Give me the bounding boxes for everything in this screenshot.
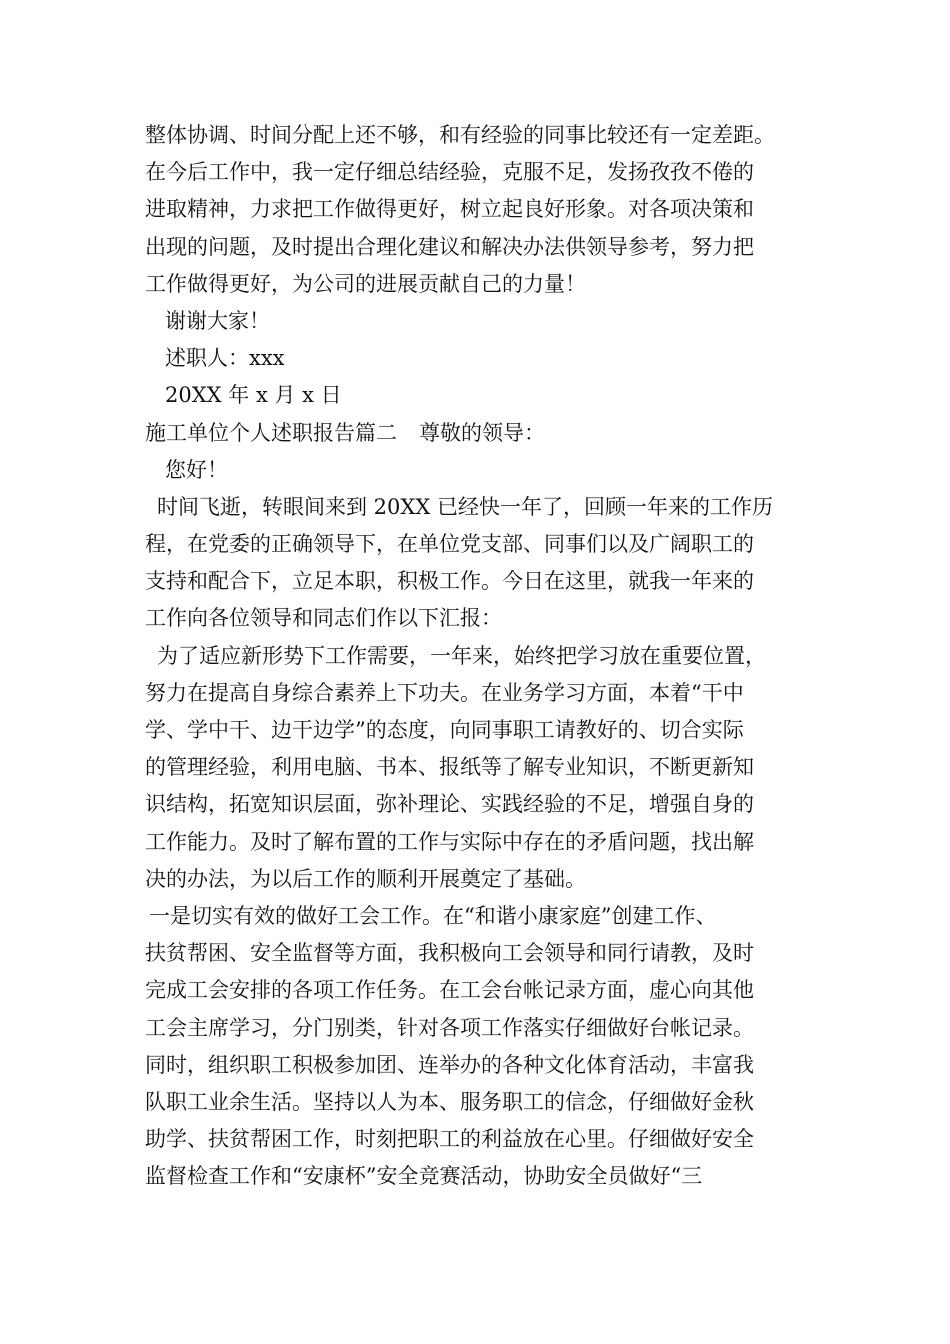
body-text-line: 监督检查工作和“安康杯”安全竞赛活动，协助安全员做好“三 <box>145 1164 703 1189</box>
signature-line: 述职人：xxx <box>165 346 285 371</box>
body-text-line: 的管理经验，利用电脑、书本、报纸等了解专业知识，不断更新知 <box>145 755 754 780</box>
body-text-line: 工作向各位领导和同志们作以下汇报： <box>145 606 502 631</box>
section-title: 施工单位个人述职报告篇二 <box>145 420 397 445</box>
body-text-line: 时间飞逝，转眼间来到 20XX 已经快一年了，回顾一年来的工作历 <box>157 494 773 519</box>
body-text-line: 工会主席学习，分门别类，针对各项工作落实仔细做好台帐记录。 <box>145 1015 754 1040</box>
body-text-line: 在今后工作中，我一定仔细总结经验，克服不足，发扬孜孜不倦的 <box>145 160 754 185</box>
body-text-line: 工作做得更好，为公司的进展贡献自己的力量！ <box>145 271 586 296</box>
document-page <box>145 117 815 1195</box>
body-text-line: 完成工会安排的各项工作任务。在工会台帐记录方面，虚心向其他 <box>145 978 754 1003</box>
body-text-line: 工作能力。及时了解布置的工作与实际中存在的矛盾问题，找出解 <box>145 829 754 854</box>
body-text-line: 助学、扶贫帮困工作，时刻把职工的利益放在心里。仔细做好安全 <box>145 1127 754 1152</box>
body-text-line: 决的办法，为以后工作的顺利开展奠定了基础。 <box>145 866 586 891</box>
body-text-line: 学、学中干、边干边学”的态度，向同事职工请教好的、切合实际 <box>145 718 744 742</box>
body-text-line: 进取精神，力求把工作做得更好，树立起良好形象。对各项决策和 <box>145 197 754 222</box>
greeting: 您好！ <box>165 457 228 482</box>
body-text-line: 队职工业余生活。坚持以人为本、服务职工的信念，仔细做好金秋 <box>145 1089 754 1114</box>
body-text-line: 出现的问题，及时提出合理化建议和解决办法供领导参考，努力把 <box>145 234 754 259</box>
body-text-line: 扶贫帮困、安全监督等方面，我积极向工会领导和同行请教，及时 <box>145 941 754 966</box>
body-text-line: 努力在提高自身综合素养上下功夫。在业务学习方面，本着“干中 <box>145 680 744 705</box>
body-text-line: 同时，组织职工积极参加团、连举办的各种文化体育活动，丰富我 <box>145 1052 754 1077</box>
date-line: 20XX 年 x 月 x 日 <box>165 383 342 408</box>
body-text-line: 支持和配合下，立足本职，积极工作。今日在这里，就我一年来的 <box>145 569 754 594</box>
salutation: 尊敬的领导： <box>419 420 545 445</box>
closing-thanks: 谢谢大家！ <box>165 308 270 333</box>
body-text-line: 为了适应新形势下工作需要，一年来，始终把学习放在重要位置， <box>157 643 766 668</box>
body-text-line: 一是切实有效的做好工会工作。在“和谐小康家庭”创建工作、 <box>149 903 717 928</box>
section-heading <box>145 415 815 452</box>
body-text-line: 整体协调、时间分配上还不够，和有经验的同事比较还有一定差距。 <box>145 123 775 147</box>
body-text-line: 识结构，拓宽知识层面，弥补理论、实践经验的不足，增强自身的 <box>145 792 754 817</box>
body-text-line: 程，在党委的正确领导下，在单位党支部、同事们以及广阔职工的 <box>145 532 754 557</box>
